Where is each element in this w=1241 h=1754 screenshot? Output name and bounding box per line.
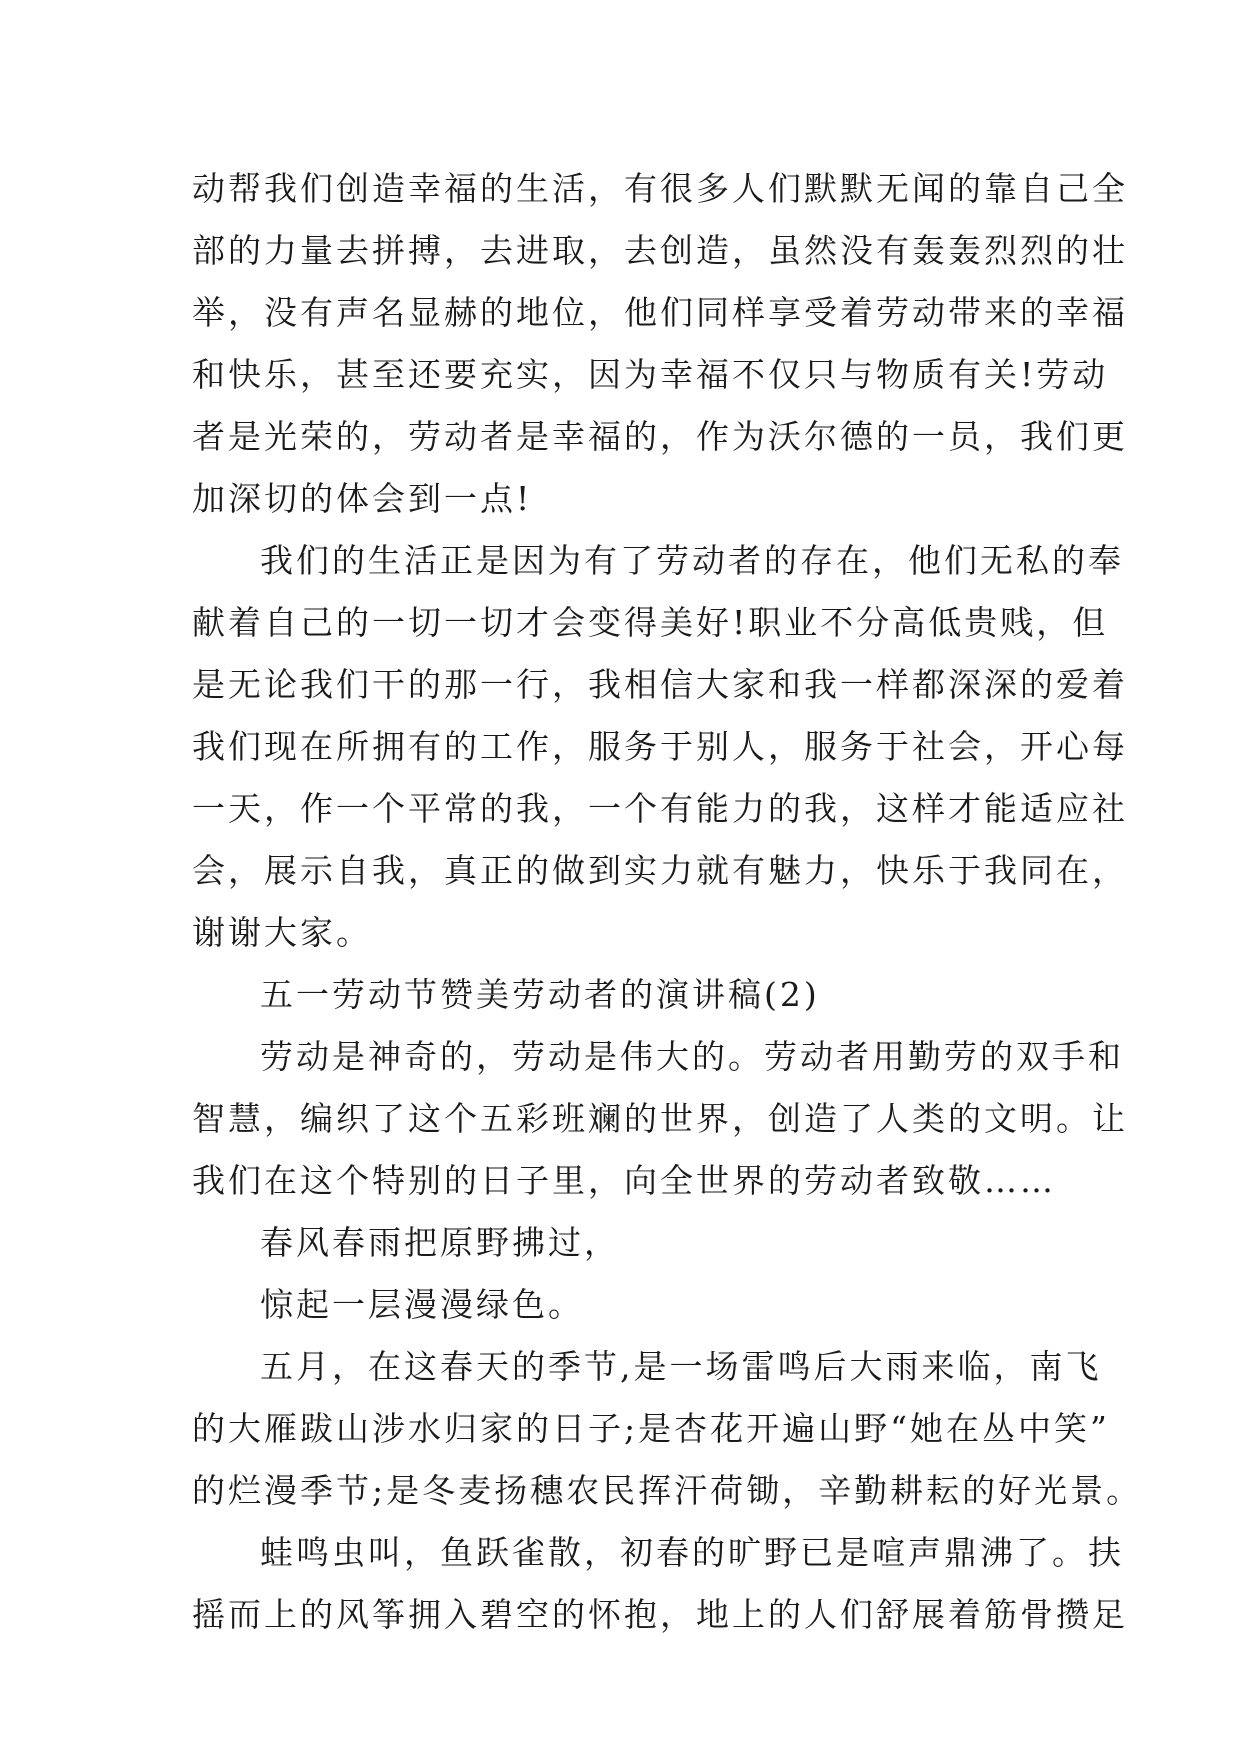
text-line: 蛙鸣虫叫，鱼跃雀散，初春的旷野已是喧声鼎沸了。扶 [260,1533,1124,1572]
text-line: 的大雁跋山涉水归家的日子;是杏花开遍山野“她在丛中笑” [192,1409,1110,1448]
text-line: 和快乐，甚至还要充实，因为幸福不仅只与物质有关!劳动 [192,355,1109,394]
document-body [192,158,1143,1646]
text-line: 献着自己的一切一切才会变得美好!职业不分高低贵贱，但 [192,603,1109,642]
paragraph [192,158,1128,530]
paragraph [192,530,1128,964]
text-line: 部的力量去拼搏，去进取，去创造，虽然没有轰轰烈烈的壮 [192,231,1128,270]
text-line: 我们的生活正是因为有了劳动者的存在，他们无私的奉 [260,541,1124,580]
paragraph [192,1026,1128,1212]
text-line: 谢谢大家。 [192,913,372,952]
text-line: 智慧，编织了这个五彩班斓的世界，创造了人类的文明。让 [192,1099,1128,1138]
paragraph [192,1274,1062,1336]
text-line: 的烂漫季节;是冬麦扬穗农民挥汗荷锄，辛勤耕耘的好光景。 [192,1471,1143,1510]
text-line: 举，没有声名显赫的地位，他们同样享受着劳动带来的幸福 [192,293,1128,332]
section-heading [192,964,1062,1026]
paragraph [192,1212,1062,1274]
text-line: 是无论我们干的那一行，我相信大家和我一样都深深的爱着 [192,665,1128,704]
text-line: 我们现在所拥有的工作，服务于别人，服务于社会，开心每 [192,727,1128,766]
text-line: 加深切的体会到一点! [192,479,533,518]
paragraph [192,1336,1143,1522]
text-line: 者是光荣的，劳动者是幸福的，作为沃尔德的一员，我们更 [192,417,1128,456]
text-line: 一天，作一个平常的我，一个有能力的我，这样才能适应社 [192,789,1128,828]
section-title: 五一劳动节赞美劳动者的演讲稿(2) [260,975,820,1014]
text-line: 会，展示自我，真正的做到实力就有魅力，快乐于我同在， [192,851,1128,890]
text-line: 动帮我们创造幸福的生活，有很多人们默默无闻的靠自己全 [192,169,1128,208]
text-line: 春风春雨把原野拂过， [260,1223,620,1262]
text-line: 摇而上的风筝拥入碧空的怀抱，地上的人们舒展着筋骨攒足 [192,1595,1128,1634]
text-line: 五月，在这春天的季节,是一场雷鸣后大雨来临，南飞 [260,1347,1102,1386]
text-line: 劳动是神奇的，劳动是伟大的。劳动者用勤劳的双手和 [260,1037,1124,1076]
text-line: 我们在这个特别的日子里，向全世界的劳动者致敬…… [192,1161,1056,1200]
text-line: 惊起一层漫漫绿色。 [260,1285,584,1324]
paragraph [192,1522,1128,1646]
